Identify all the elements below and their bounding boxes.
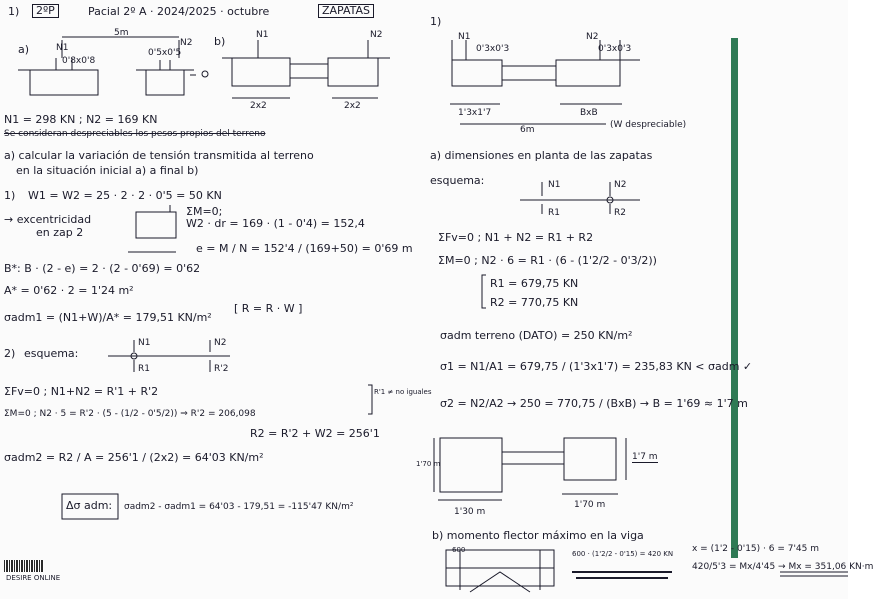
r2-total: R2 = R'2 + W2 = 256'1	[250, 427, 380, 440]
section-1-label: 0'8x0'8	[62, 56, 96, 66]
course-title: Pacial 2º A · 2024/2025 · octubre	[88, 5, 270, 18]
right-question-a: a) dimensiones en planta de las zapatas	[430, 149, 653, 162]
right-section-1: 0'3x0'3	[476, 44, 510, 54]
right-schema-r1: R1	[548, 208, 560, 218]
r1-value: R1 = 679,75 KN	[490, 277, 579, 290]
schema-r1: R1	[138, 364, 150, 374]
problem-number: 1)	[8, 5, 20, 18]
loads-values: N1 = 298 KN ; N2 = 169 KN	[4, 113, 158, 126]
result-expression: σadm2 - σadm1 = 64'03 - 179,51 = -115'47 KN/m²	[124, 502, 354, 512]
right-schema-label: esquema:	[430, 174, 485, 187]
b-star-calc: B*: B · (2 - e) = 2 · (2 - 0'69) = 0'62	[4, 262, 201, 275]
schema-n2: N2	[214, 338, 227, 348]
sigma-2-calc: σ2 = N2/A2 → 250 = 770,75 / (BxB) → B = 1'69 ≈ 1'7 m	[440, 397, 748, 410]
span-5m-label: 5m	[114, 28, 129, 38]
right-dim-a: 1'3x1'7	[458, 108, 492, 118]
barcode-text: DESIRE ONLINE	[6, 574, 61, 582]
eccentricity-value: e = M / N = 152'4 / (169+50) = 0'69 m	[196, 242, 413, 255]
dim-2x2-b: 2x2	[344, 101, 361, 111]
sum-forces-2: ΣFv=0 ; N1+N2 = R'1 + R'2	[4, 385, 159, 398]
weights-calc: W1 = W2 = 25 · 2 · 2 · 0'5 = 50 KN	[28, 189, 222, 202]
x-position: x = (1'2 - 0'15) · 6 = 7'45 m	[692, 544, 820, 554]
load-n1-label: N1	[56, 43, 69, 53]
dim-2x2-a: 2x2	[250, 101, 267, 111]
struck-note: Se consideran despreciables los pesos propios del terreno	[4, 129, 266, 139]
footing-1-a	[30, 70, 98, 95]
right-section-2: 0'3x0'3	[598, 44, 632, 54]
fig-b-label: b)	[214, 35, 226, 48]
sum-moments: ΣM=0;	[186, 205, 223, 218]
sigma-adm-2: σadm2 = R2 / A = 256'1 / (2x2) = 64'03 KN/m²	[4, 451, 264, 464]
right-span-6m: 6m	[520, 125, 535, 135]
right-sum-forces: ΣFv=0 ; N1 + N2 = R1 + R2	[438, 231, 594, 244]
plan-dim-left: 1'70 m	[416, 460, 441, 468]
section-2-number: 2)	[4, 347, 16, 360]
a-star-calc: A* = 0'62 · 2 = 1'24 m²	[4, 284, 134, 297]
plan-dim-right: 1'7 m	[632, 452, 658, 462]
eccentricity-label-2: en zap 2	[36, 226, 84, 239]
load-n2-b-label: N2	[370, 30, 383, 40]
footing-2-b	[328, 58, 378, 86]
right-n2: N2	[586, 32, 599, 42]
right-problem-number: 1)	[430, 15, 442, 28]
schema-r2: R'2	[214, 364, 229, 374]
right-dim-b: BxB	[580, 108, 598, 118]
right-n1: N1	[458, 32, 471, 42]
question-a-line1: a) calcular la variación de tensión transmitida al terreno	[4, 149, 314, 162]
moment-w2: W2 · dr = 169 · (1 - 0'4) = 152,4	[186, 217, 365, 230]
sum-moments-2: ΣM=0 ; N2 · 5 = R'2 · (5 - (1/2 - 0'5/2)) ⇒ R'2 = 206,098	[4, 409, 256, 419]
topic-tag: ZAPATAS	[318, 4, 374, 18]
right-schema-n1: N1	[548, 180, 561, 190]
section-2-label: 0'5x0'5	[148, 48, 182, 58]
schema-n1: N1	[138, 338, 151, 348]
not-equal-note: R'1 ≠ no iguales	[374, 388, 432, 396]
green-divider	[731, 38, 738, 558]
weight-negligible-note: (W despreciable)	[610, 120, 687, 130]
question-a-line2: en la situación inicial a) a final b)	[16, 164, 199, 177]
moment-calc: 600 · (1'2/2 - 0'15) = 420 KN	[572, 550, 674, 558]
plan-dim-bottom-b: 1'70 m	[574, 500, 606, 510]
sigma-1-check: σ1 = N1/A1 = 679,75 / (1'3x1'7) = 235,83 KN < σadm ✓	[440, 360, 753, 373]
result-label: Δσ adm:	[66, 499, 113, 512]
fig-a-label: a)	[18, 43, 30, 56]
section-1-number: 1)	[4, 189, 16, 202]
sigma-adm-1: σadm1 = (N1+W)/A* = 179,51 KN/m²	[4, 311, 212, 324]
r2-value: R2 = 770,75 KN	[490, 296, 579, 309]
right-question-b: b) momento flector máximo en la viga	[432, 529, 644, 542]
barcode-icon	[4, 560, 44, 572]
sigma-adm-data: σadm terreno (DATO) = 250 KN/m²	[440, 329, 633, 342]
load-n1-b-label: N1	[256, 30, 269, 40]
moment-sketch-600: 600	[452, 546, 466, 554]
footing-2-a	[146, 70, 184, 95]
right-schema-r2: R2	[614, 208, 626, 218]
load-n2-label: N2	[180, 38, 193, 48]
schema-label: esquema:	[24, 347, 79, 360]
grade-box: 2ºP	[32, 4, 59, 18]
footing-1-b	[232, 58, 290, 86]
right-sum-moments: ΣM=0 ; N2 · 6 = R1 · (6 - (1'2/2 - 0'3/2))	[438, 254, 657, 267]
max-moment: 420/5'3 = Mx/4'45 → Mx = 351,06 KN·m	[692, 562, 873, 572]
right-schema-n2: N2	[614, 180, 627, 190]
r-relation: [ R = R · W ]	[234, 302, 303, 315]
eccentricity-label-1: → excentricidad	[4, 213, 92, 226]
plan-dim-bottom-a: 1'30 m	[454, 507, 486, 517]
